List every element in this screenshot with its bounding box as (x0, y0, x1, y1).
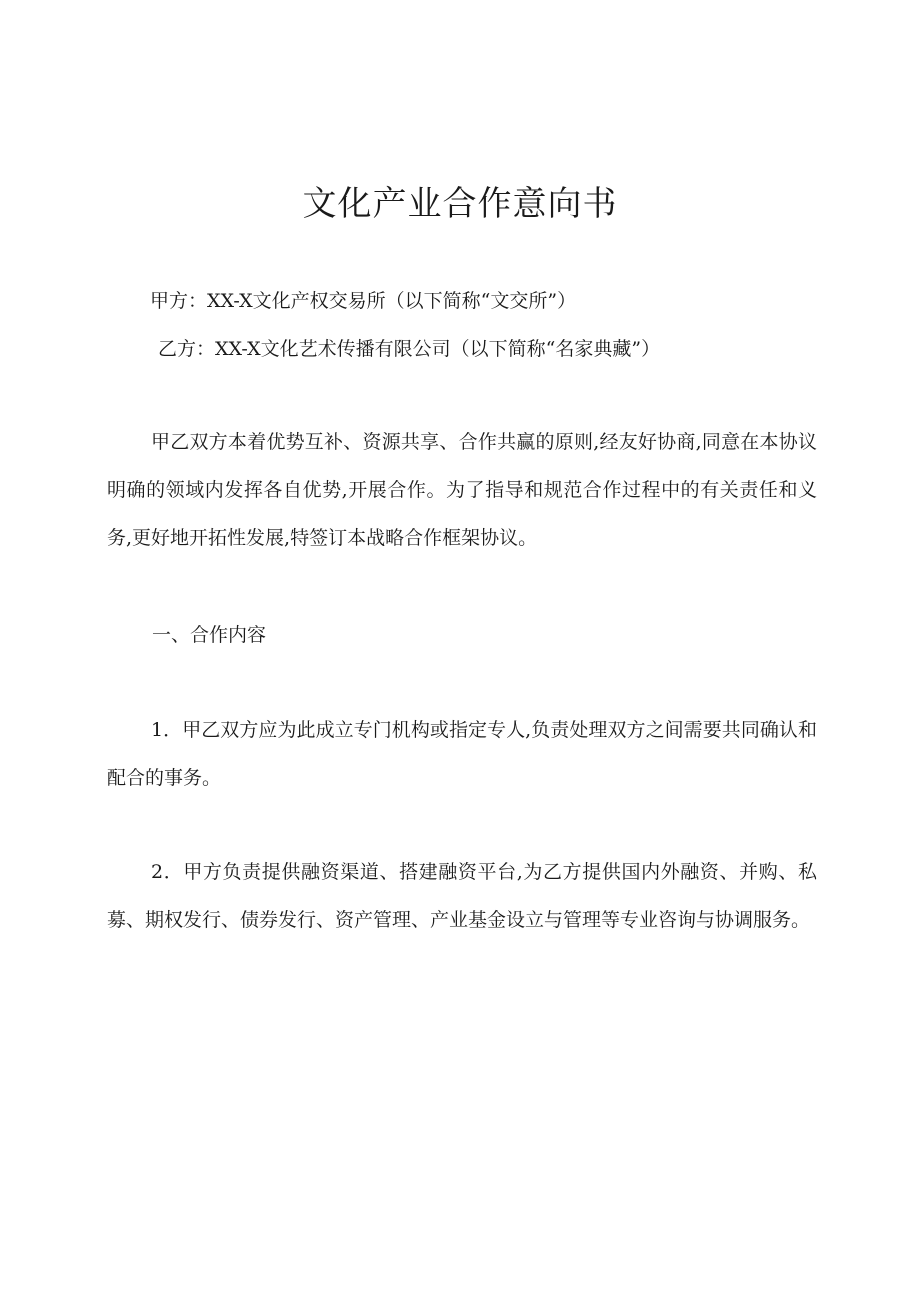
intro-paragraph: 甲乙双方本着优势互补、资源共享、合作共赢的原则,经友好协商,同意在本协议明确的领域内发挥各自优势,开展合作。为了指导和规范合作过程中的有关责任和义务,更好地开拓性发展,特签订本战略合作框架协议。 (107, 431, 817, 549)
clause-item-1: 1．甲乙双方应为此成立专门机构或指定专人,负责处理双方之间需要共同确认和配合的事务。 (107, 719, 817, 789)
section-heading-cooperation-content: 一、合作内容 (152, 624, 267, 646)
document-title: 文化产业合作意向书 (302, 184, 618, 224)
clause-item-2: 2．甲方负责提供融资渠道、搭建融资平台,为乙方提供国内外融资、并购、私募、期权发行、债券发行、资产管理、产业基金设立与管理等专业咨询与协调服务。 (107, 861, 817, 931)
party-b-line: 乙方：XX-X文化艺术传播有限公司（以下简称“名家典藏”） (158, 338, 661, 360)
party-a-line: 甲方：XX-X文化产权交易所（以下简称“文交所”） (150, 290, 577, 312)
